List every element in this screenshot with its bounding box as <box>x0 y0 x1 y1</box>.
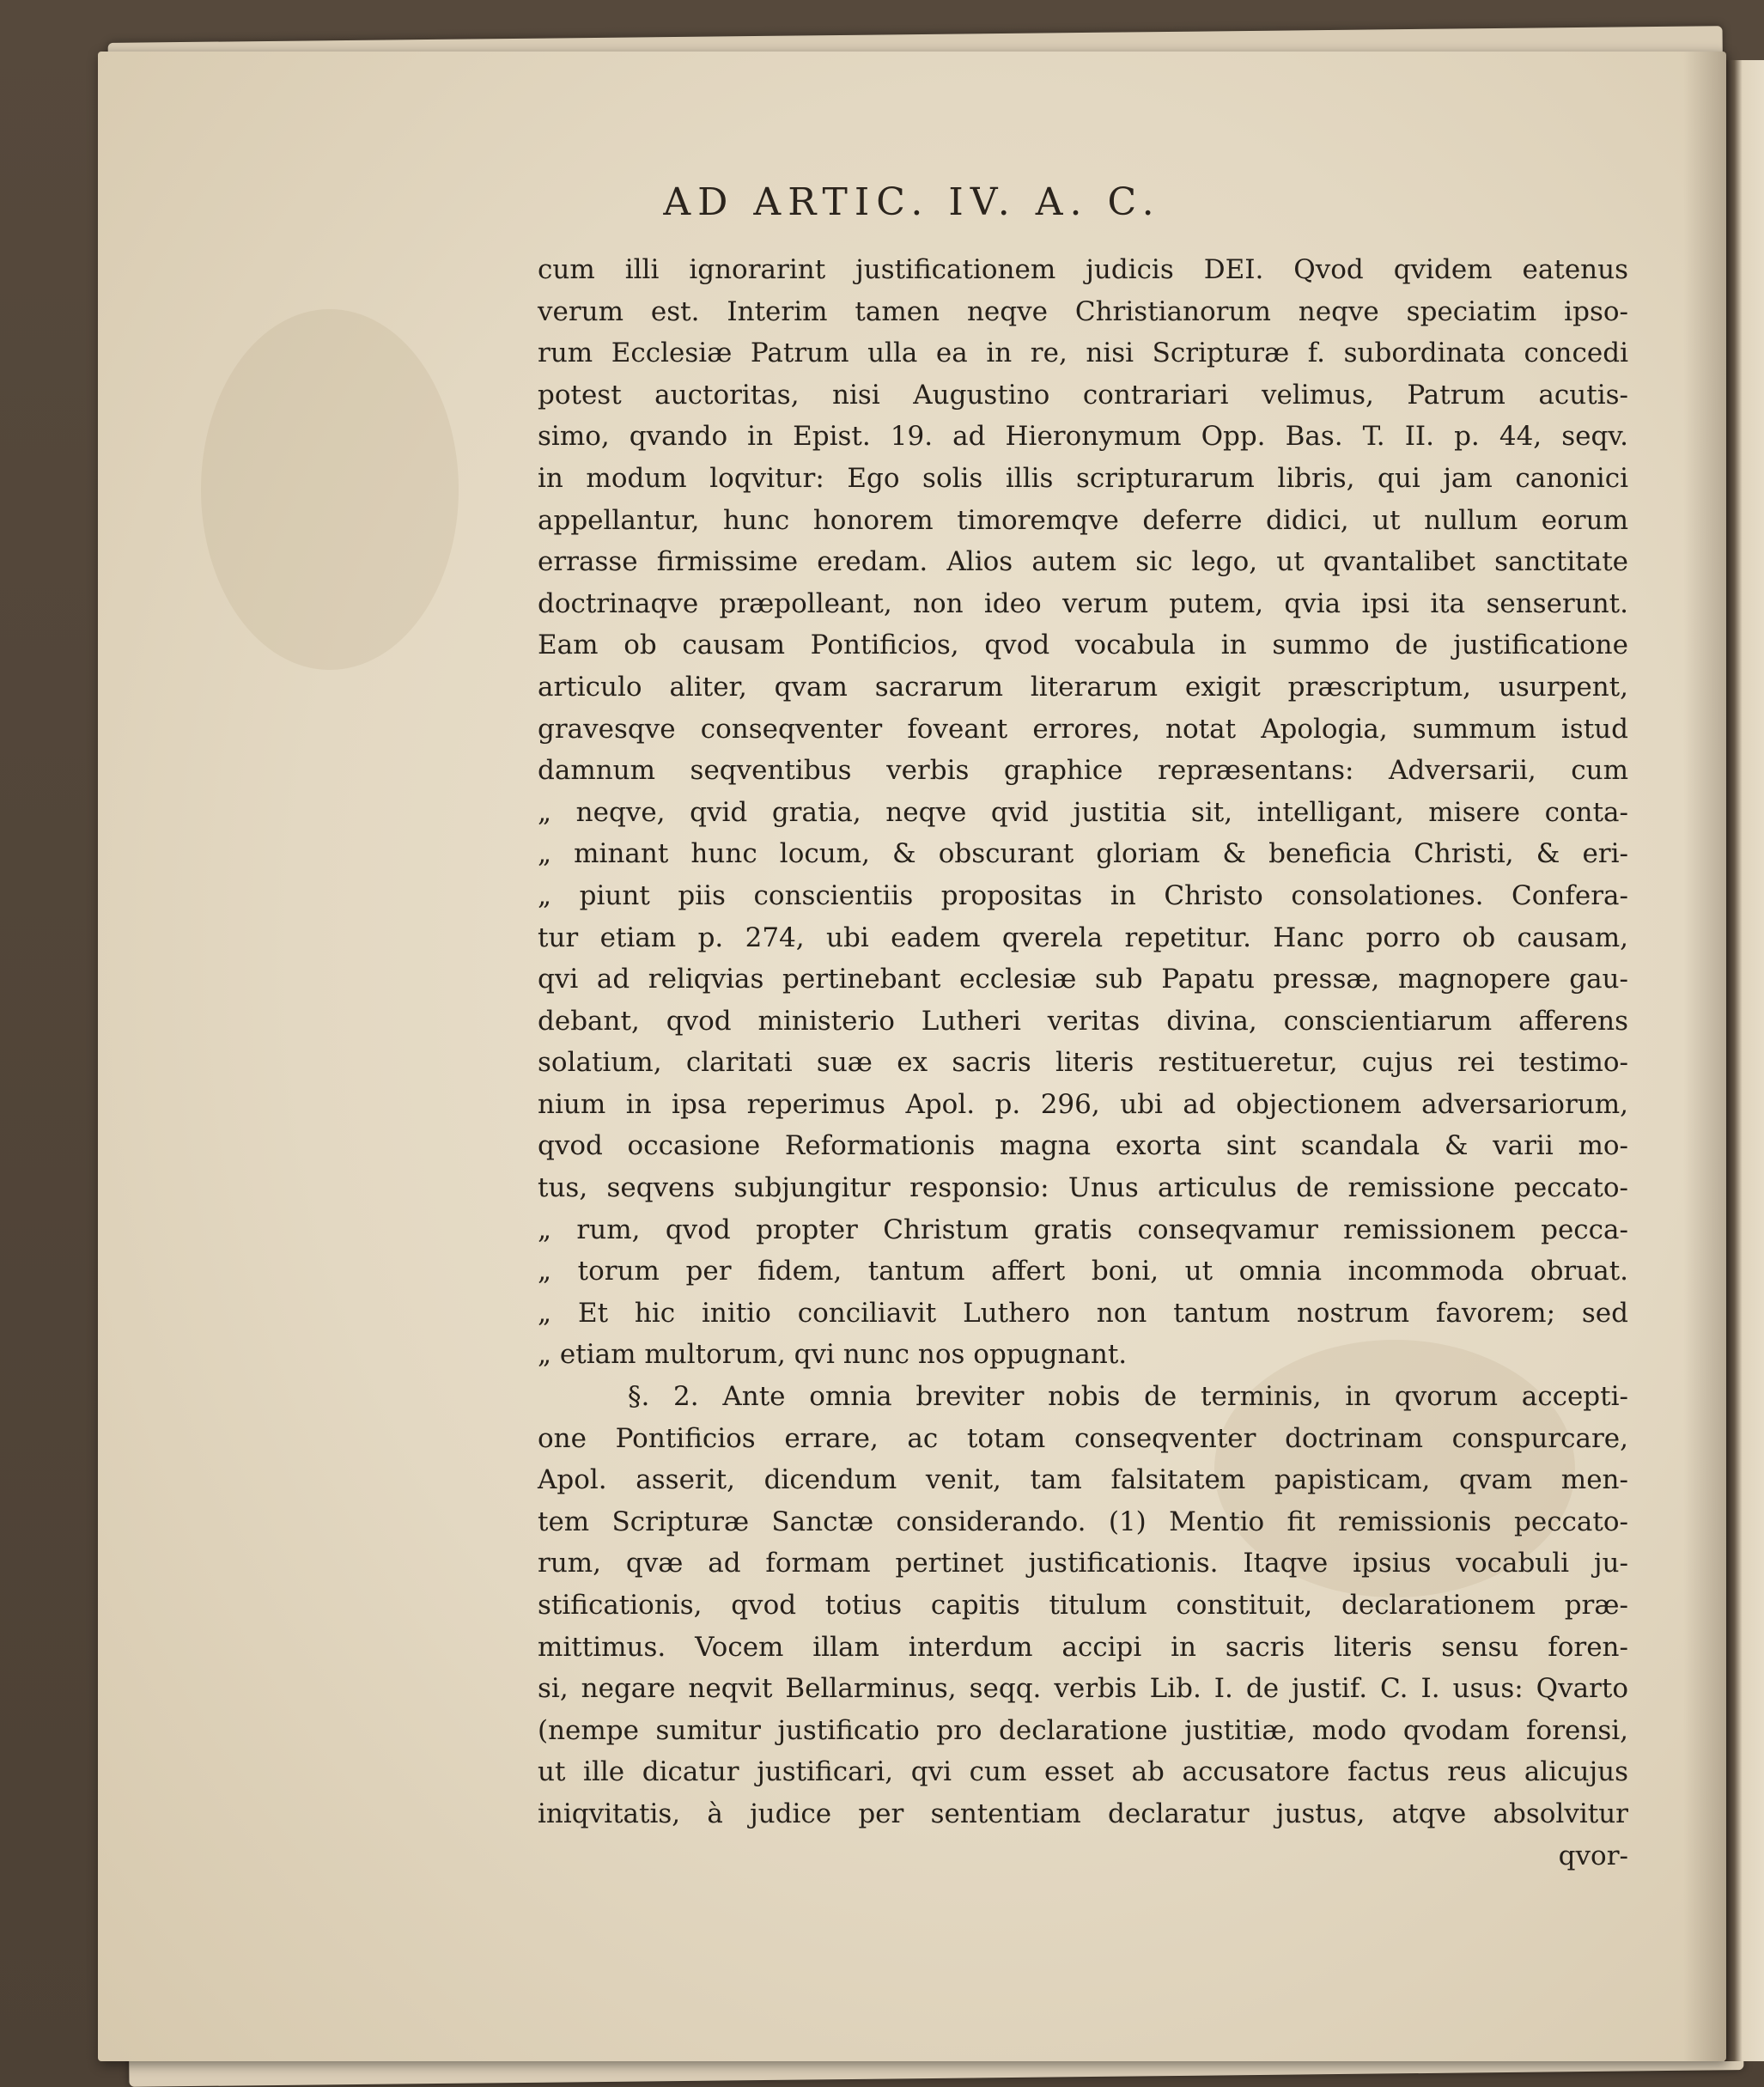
text-line: „ torum per fidem, tantum affert boni, ut omnia incommoda obruat. <box>538 1256 1628 1287</box>
text-line: one Pontificios errare, ac totam conseqventer doctrinam conspurcare, <box>538 1422 1628 1454</box>
text-line: Eam ob causam Pontificios, qvod vocabula in summo de justificatione <box>538 630 1628 661</box>
facing-page-edge <box>1724 60 1764 2061</box>
text-line: errasse firmissime eredam. Alios autem sic lego, ut qvantalibet sanctitate <box>538 546 1628 578</box>
text-line: „ etiam multorum, qvi nunc nos oppugnant. <box>538 1339 1128 1371</box>
text-line: debant, qvod ministerio Lutheri veritas divina, conscientiarum afferens <box>538 1005 1628 1037</box>
text-line: Apol. asserit, dicendum venit, tam falsitatem papisticam, qvam men- <box>538 1464 1628 1496</box>
text-line: appellantur, hunc honorem timoremqve deferre didici, ut nullum eorum <box>538 504 1628 536</box>
catchword: qvor- <box>1558 1840 1628 1871</box>
text-line: potest auctoritas, nisi Augustino contrariari velimus, Patrum acutis- <box>538 379 1628 411</box>
text-line: „ piunt piis conscientiis propositas in Christo consolationes. Confera- <box>538 879 1628 911</box>
text-line: qvi ad reliqvias pertinebant ecclesiæ sub Papatu pressæ, magnopere gau- <box>538 964 1628 995</box>
text-line: articulo aliter, qvam sacrarum literarum exigit præscriptum, usurpent, <box>538 671 1628 703</box>
text-line: rum Ecclesiæ Patrum ulla ea in re, nisi Scripturæ f. subordinata concedi <box>538 338 1628 369</box>
text-line: iniqvitatis, à judice per sententiam declaratur justus, atqve absolvitur <box>538 1798 1628 1829</box>
text-line: (nempe sumitur justificatio pro declaratione justitiæ, modo qvodam forensi, <box>538 1714 1628 1746</box>
text-line: rum, qvæ ad formam pertinet justificationis. Itaqve ipsius vocabuli ju- <box>538 1548 1628 1579</box>
text-line: nium in ipsa reperimus Apol. p. 296, ubi ad objectionem adversariorum, <box>538 1088 1628 1120</box>
text-line: si, negare neqvit Bellarminus, seqq. verbis Lib. I. de justif. C. I. usus: Qvarto <box>538 1673 1628 1705</box>
text-line: tus, seqvens subjungitur responsio: Unus articulus de remissione peccato- <box>538 1172 1628 1204</box>
text-line: „ minant hunc locum, & obscurant gloriam & beneficia Christi, & eri- <box>538 838 1628 870</box>
section-start-line: §. 2. Ante omnia breviter nobis de terminis, in qvorum accepti- <box>628 1381 1628 1413</box>
text-line: verum est. Interim tamen neqve Christianorum neqve speciatim ipso- <box>538 295 1628 327</box>
text-line: damnum seqventibus verbis graphice repræsentans: Adversarii, cum <box>538 755 1628 787</box>
text-line: doctrinaqve præpolleant, non ideo verum putem, qvia ipsi ita senserunt. <box>538 587 1628 619</box>
text-line: stificationis, qvod totius capitis titulum constituit, declarationem præ- <box>538 1590 1628 1621</box>
body-text <box>538 249 1628 1877</box>
text-line: mittimus. Vocem illam interdum accipi in sacris literis sensu foren- <box>538 1631 1628 1663</box>
text-line: tem Scripturæ Sanctæ considerando. (1) Mentio fit remissionis peccato- <box>538 1506 1628 1537</box>
text-line: ut ille dicatur justificari, qvi cum esset ab accusatore factus reus alicujus <box>538 1756 1628 1788</box>
spine-shadow <box>1683 52 1726 2061</box>
paper-stain <box>201 309 459 670</box>
text-line: simo, qvando in Epist. 19. ad Hieronymum Opp. Bas. T. II. p. 44, seqv. <box>538 421 1628 453</box>
running-header: AD ARTIC. IV. A. C. <box>663 180 1161 224</box>
text-line: „ neqve, qvid gratia, neqve qvid justitia sit, intelligant, misere conta- <box>538 796 1628 828</box>
text-line: tur etiam p. 274, ubi eadem qverela repetitur. Hanc porro ob causam, <box>538 922 1628 953</box>
text-line: in modum loqvitur: Ego solis illis scripturarum libris, qui jam canonici <box>538 462 1628 494</box>
text-line: solatium, claritati suæ ex sacris literis restitueretur, cujus rei testimo- <box>538 1047 1628 1079</box>
text-line: qvod occasione Reformationis magna exorta sint scandala & varii mo- <box>538 1130 1628 1162</box>
text-line: gravesqve conseqventer foveant errores, notat Apologia, summum istud <box>538 713 1628 745</box>
text-line: „ Et hic initio conciliavit Luthero non tantum nostrum favorem; sed <box>538 1297 1628 1329</box>
text-line: „ rum, qvod propter Christum gratis conseqvamur remissionem pecca- <box>538 1214 1628 1245</box>
text-line: cum illi ignorarint justificationem judicis DEI. Qvod qvidem eatenus <box>538 254 1628 285</box>
book-page <box>98 52 1726 2061</box>
